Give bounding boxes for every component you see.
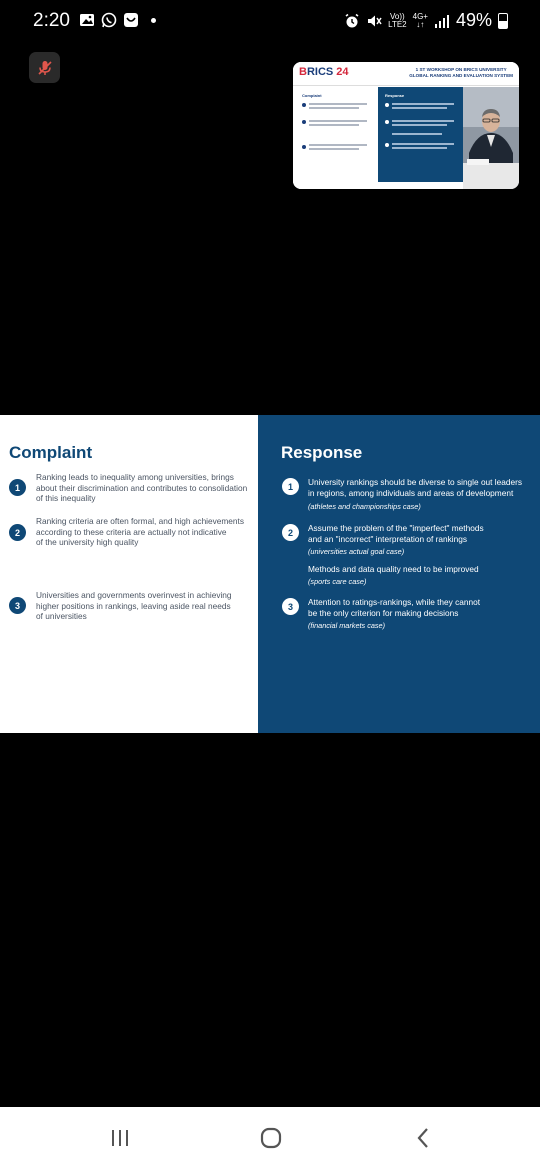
more-notifications-dot xyxy=(151,18,156,23)
status-system-icons xyxy=(344,10,508,31)
whatsapp-icon xyxy=(101,12,117,28)
complaint-number: 2 xyxy=(9,524,26,541)
response-case: (athletes and championships case) xyxy=(308,502,421,511)
response-number: 2 xyxy=(282,524,299,541)
pip-complaint-column: Complaint xyxy=(293,87,378,189)
response-column xyxy=(258,415,540,733)
response-case: (universities actual goal case) xyxy=(308,547,405,556)
mic-off-icon xyxy=(36,59,54,77)
complaint-number: 3 xyxy=(9,597,26,614)
pip-slide-header xyxy=(293,62,519,86)
battery-icon xyxy=(498,13,508,29)
response-note: Methods and data quality need to be improved xyxy=(308,564,479,574)
recent-apps-button[interactable] xyxy=(100,1123,140,1153)
back-button[interactable] xyxy=(403,1123,443,1153)
mail-icon xyxy=(123,12,139,28)
alarm-icon xyxy=(344,13,360,29)
response-heading: Response xyxy=(281,443,363,462)
response-number: 1 xyxy=(282,478,299,495)
status-bar xyxy=(0,0,540,42)
mic-toggle-button[interactable] xyxy=(29,52,60,83)
complaint-item: Universities and governments overinvest in achieving higher positions in rankings, leaving aside real needs of universities xyxy=(36,590,232,621)
navigation-bar xyxy=(0,1107,540,1170)
home-button[interactable] xyxy=(251,1123,291,1153)
data-indicator: 4G+ ↓↑ xyxy=(412,11,428,29)
volte-indicator: Vo)) LTE2 xyxy=(388,11,407,29)
complaint-heading: Complaint xyxy=(9,443,93,462)
complaint-number: 1 xyxy=(9,479,26,496)
signal-icon xyxy=(434,13,450,29)
pip-response-column: Response xyxy=(378,87,463,182)
battery-percentage: 49% xyxy=(455,10,492,30)
back-icon xyxy=(415,1127,431,1149)
pip-slide-title: 1 ST WORKSHOP ON BRICS UNIVERSITY GLOBAL RANKING AND EVALUATION SYSTEM xyxy=(409,67,513,78)
response-item: Attention to ratings-rankings, while they cannot be the only criterion for making decisions xyxy=(308,597,481,618)
complaint-item: Ranking leads to inequality among universities, brings about their discrimination and contributes to consolidation of this inequality xyxy=(36,472,248,503)
speaker-figure xyxy=(463,87,519,189)
recent-apps-icon xyxy=(109,1128,131,1148)
response-item: University rankings should be diverse to single out leaders in regions, among individuals and areas of development xyxy=(308,477,522,498)
speaker-video xyxy=(463,87,519,189)
response-number: 3 xyxy=(282,598,299,615)
participant-video-thumbnail[interactable] xyxy=(293,62,519,189)
mute-icon xyxy=(366,13,382,29)
status-time: 2:20 xyxy=(33,10,70,31)
complaint-item: Ranking criteria are often formal, and high achievements according to these criteria are actually not indicative of the university high quality xyxy=(36,516,244,547)
shared-slide xyxy=(0,415,540,733)
response-item: Assume the problem of the "imperfect" methods and an "incorrect" interpretation of rankings xyxy=(308,523,484,544)
response-case: (financial markets case) xyxy=(308,621,386,630)
gallery-icon xyxy=(79,12,95,28)
response-case: (sports care case) xyxy=(308,577,367,586)
brics-logo: BRICS 24 xyxy=(299,66,349,78)
status-notification-icons xyxy=(79,12,156,28)
home-icon xyxy=(259,1126,283,1150)
